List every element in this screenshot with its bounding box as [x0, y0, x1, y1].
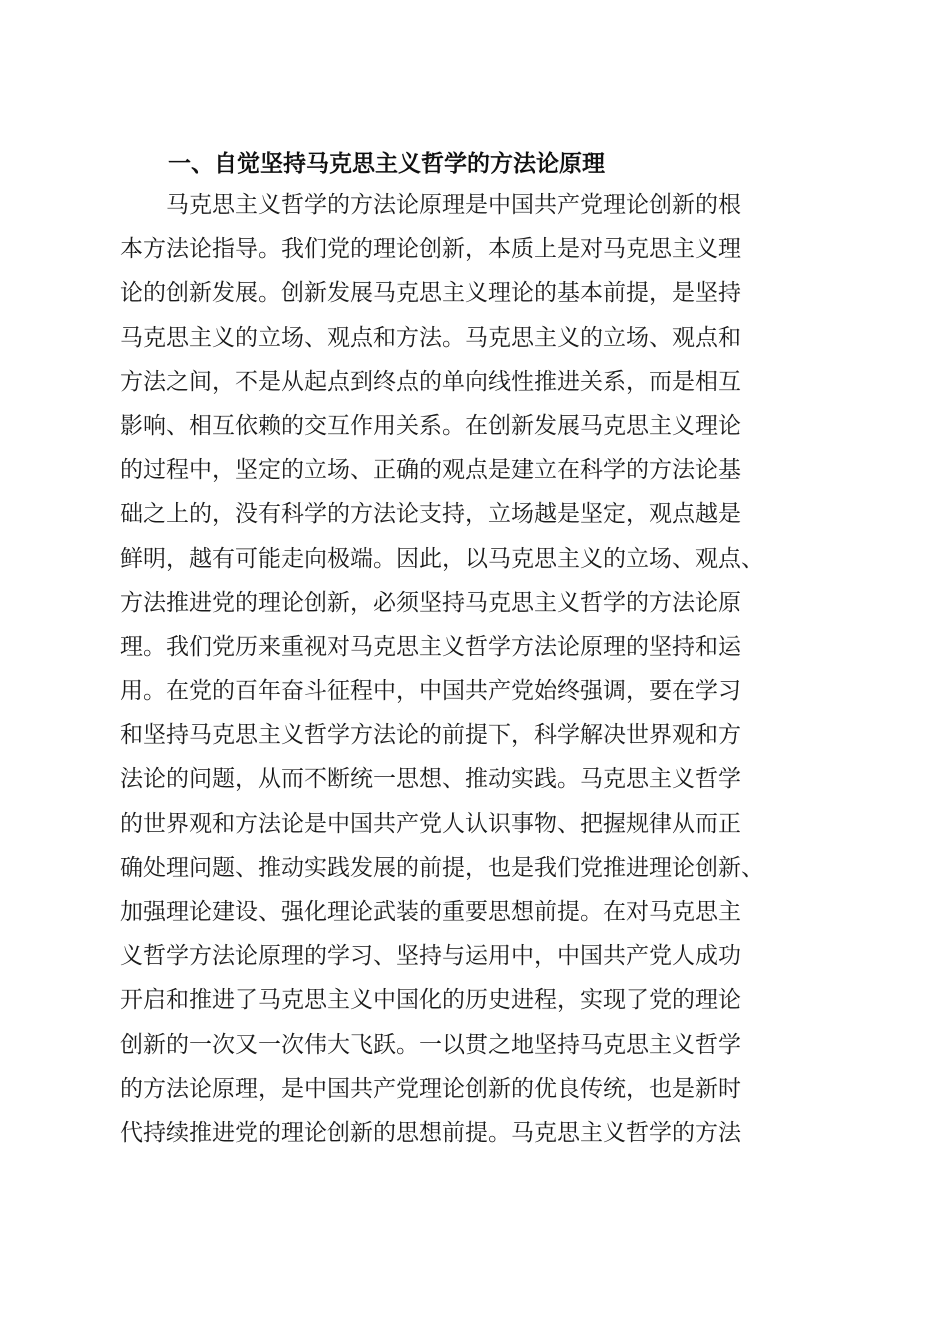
text-line: 确处理问题、推动实践发展的前提，也是我们党推进理论创新、 [120, 854, 764, 881]
text-line: 的过程中，坚定的立场、正确的观点是建立在科学的方法论基 [120, 457, 741, 484]
text-line: 用。在党的百年奋斗征程中，中国共产党始终强调，要在学习 [120, 678, 741, 705]
text-line: 法论的问题，从而不断统一思想、推动实践。马克思主义哲学 [120, 766, 741, 793]
text-line: 代持续推进党的理论创新的思想前提。马克思主义哲学的方法 [120, 1119, 741, 1146]
text-line: 方法之间，不是从起点到终点的单向线性推进关系，而是相互 [120, 368, 741, 395]
text-line: 马克思主义的立场、观点和方法。马克思主义的立场、观点和 [120, 324, 741, 351]
text-line: 开启和推进了马克思主义中国化的历史进程，实现了党的理论 [120, 987, 741, 1014]
text-line: 创新的一次又一次伟大飞跃。一以贯之地坚持马克思主义哲学 [120, 1031, 741, 1058]
text-line: 方法推进党的理论创新，必须坚持马克思主义哲学的方法论原 [120, 589, 741, 616]
section-heading: 一、自觉坚持马克思主义哲学的方法论原理 [168, 151, 605, 177]
text-line: 加强理论建设、强化理论武装的重要思想前提。在对马克思主 [120, 899, 741, 925]
text-line: 本方法论指导。我们党的理论创新，本质上是对马克思主义理 [120, 236, 741, 263]
text-line: 理。我们党历来重视对马克思主义哲学方法论原理的坚持和运 [120, 633, 741, 660]
body-paragraph [120, 183, 850, 1155]
text-line: 影响、相互依赖的交互作用关系。在创新发展马克思主义理论 [120, 412, 741, 439]
text-line: 义哲学方法论原理的学习、坚持与运用中，中国共产党人成功 [120, 943, 741, 970]
text-line: 和坚持马克思主义哲学方法论的前提下，科学解决世界观和方 [120, 722, 741, 749]
text-line: 的世界观和方法论是中国共产党人认识事物、把握规律从而正 [120, 810, 741, 837]
text-line: 础之上的，没有科学的方法论支持，立场越是坚定，观点越是 [120, 501, 741, 528]
text-line: 的方法论原理，是中国共产党理论创新的优良传统，也是新时 [120, 1075, 741, 1102]
text-line: 鲜明，越有可能走向极端。因此，以马克思主义的立场、观点、 [120, 545, 764, 572]
text-line: 马克思主义哲学的方法论原理是中国共产党理论创新的根 [166, 192, 741, 218]
text-line: 论的创新发展。创新发展马克思主义理论的基本前提，是坚持 [120, 280, 741, 307]
